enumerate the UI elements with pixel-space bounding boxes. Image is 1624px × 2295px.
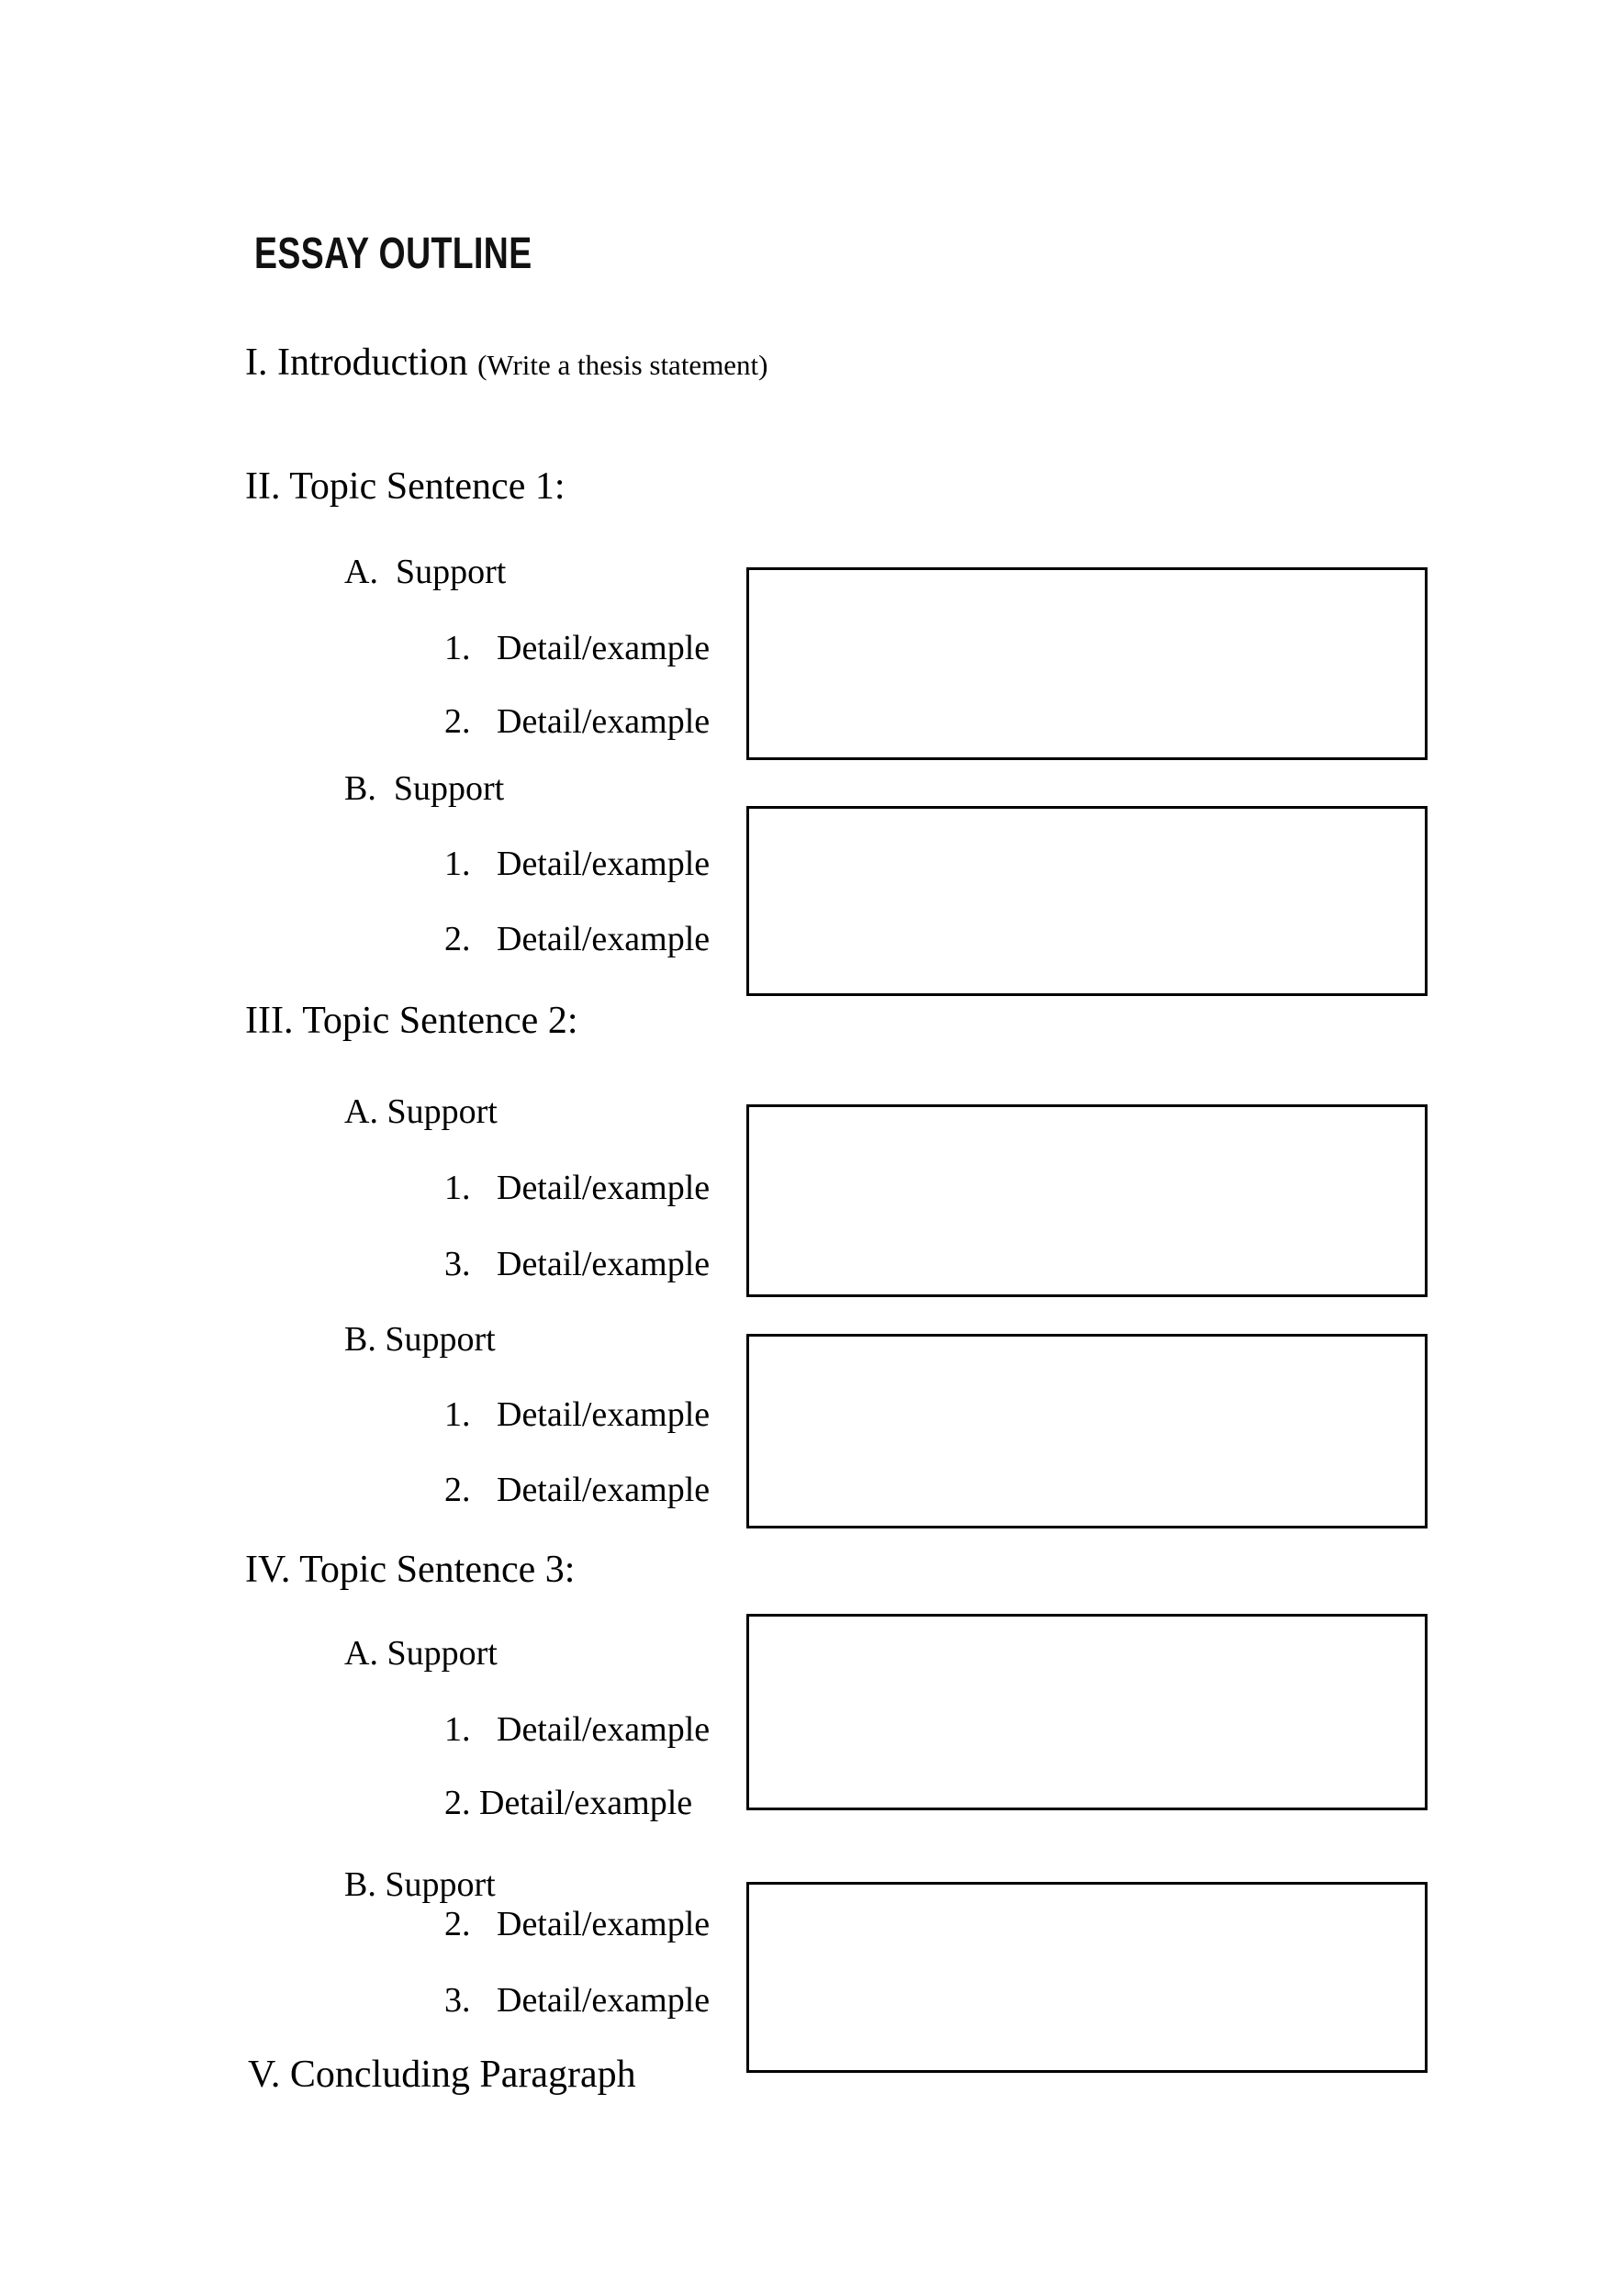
detail-item-iv-a-1: 1. Detail/example <box>444 1710 711 1749</box>
section-i-spacer <box>468 341 478 384</box>
detail-item-iii-a-1: 1. Detail/example <box>444 1169 711 1207</box>
support-item-iii-b: B. Support <box>344 1320 496 1359</box>
answer-box-1[interactable] <box>746 567 1428 760</box>
detail-item-iii-a-3: 3. Detail/example <box>444 1245 711 1283</box>
detail-item-iv-a-2: 2. Detail/example <box>444 1784 693 1822</box>
support-item-iv-a: A. Support <box>344 1634 498 1673</box>
detail-item-ii-a-2: 2. Detail/example <box>444 702 711 741</box>
support-item-iii-a: A. Support <box>344 1092 498 1131</box>
detail-item-iii-b-1: 1. Detail/example <box>444 1395 711 1434</box>
section-v-heading: V. Concluding Paragraph <box>248 2054 636 2096</box>
section-iii-heading: III. Topic Sentence 2: <box>245 1000 578 1042</box>
section-ii-heading: II. Topic Sentence 1: <box>245 465 566 508</box>
support-item-iv-b: B. Support <box>344 1865 496 1904</box>
answer-box-3[interactable] <box>746 1104 1428 1297</box>
answer-box-4[interactable] <box>746 1334 1428 1528</box>
detail-item-iv-b-2: 2. Detail/example <box>444 1905 711 1943</box>
detail-item-iii-b-2: 2. Detail/example <box>444 1471 711 1509</box>
detail-item-ii-a-1: 1. Detail/example <box>444 629 711 667</box>
section-i-heading: I. Introduction <box>245 341 468 384</box>
section-iv-heading: IV. Topic Sentence 3: <box>245 1549 576 1591</box>
detail-item-iv-b-3: 3. Detail/example <box>444 1981 711 2020</box>
answer-box-2[interactable] <box>746 806 1428 996</box>
support-item-ii-a: A. Support <box>344 553 507 591</box>
section-i-line <box>245 343 768 382</box>
support-item-ii-b: B. Support <box>344 769 505 808</box>
detail-item-ii-b-2: 2. Detail/example <box>444 920 711 958</box>
page-title: ESSAY OUTLINE <box>254 230 532 278</box>
answer-box-5[interactable] <box>746 1614 1428 1810</box>
detail-item-ii-b-1: 1. Detail/example <box>444 845 711 883</box>
thesis-statement-note: (Write a thesis statement) <box>477 349 768 381</box>
answer-box-6[interactable] <box>746 1882 1428 2073</box>
